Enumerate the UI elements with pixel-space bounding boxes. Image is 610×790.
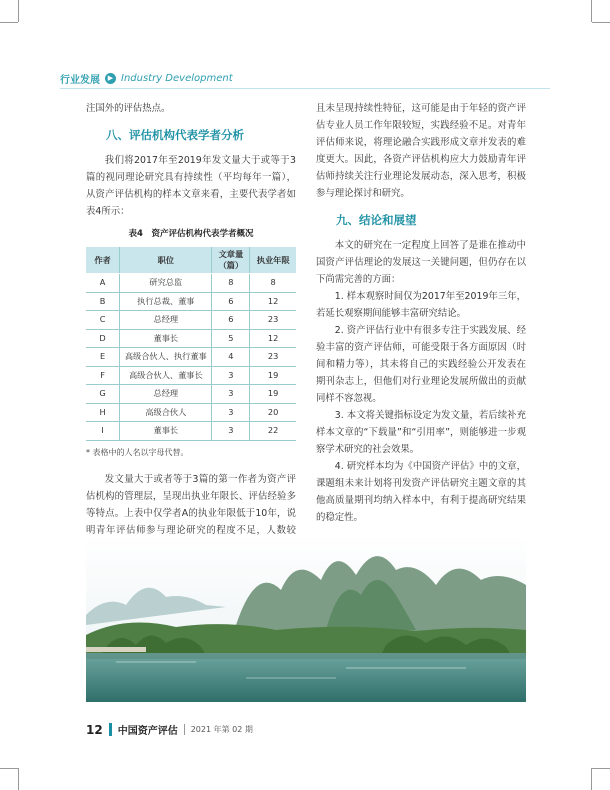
table-cell: 执行总裁、董事 (120, 292, 212, 311)
section-header (60, 71, 233, 86)
section-heading-8: 八、评估机构代表学者分析 (106, 128, 244, 142)
table-cell: 12 (250, 292, 296, 311)
table-cell: 总经理 (120, 311, 212, 330)
table-row (86, 329, 296, 348)
karst-river-illustration (86, 535, 526, 702)
arrow-right-icon: ▶ (105, 73, 116, 84)
crop-mark (591, 0, 592, 22)
table-cell: C (86, 311, 120, 330)
table-cell: 12 (250, 329, 296, 348)
crop-mark (0, 768, 18, 769)
table-cell: 3 (212, 403, 250, 422)
crop-mark (591, 768, 592, 790)
landscape-photo (86, 535, 526, 702)
table-cell: 6 (212, 292, 250, 311)
table-cell: 3 (212, 366, 250, 385)
table-cell: 3 (212, 422, 250, 441)
crop-mark (0, 22, 18, 23)
table-row (86, 311, 296, 330)
page-footer (86, 722, 253, 737)
table-row (86, 403, 296, 422)
list-item: 2. 资产评估行业中有很多专注于实践发展、经验丰富的资产评估师，可能受限于各方面原因（时间和精力等），其未将自己的实践经验公开发表在期刊杂志上，但他们对行业理论发展所做出的贡献同样不容忽视。 (316, 325, 526, 404)
list-item: 3. 本文将关键指标设定为发文量，若后续补充样本文章的“下载量”和“引用率”，则能够进一步观察学术研究的社会效果。 (316, 410, 526, 455)
body-paragraph: 本文的研究在一定程度上回答了是谁在推动中国资产评估理论的发展这一关键问题，但仍存在以下尚需完善的方面： (316, 240, 526, 285)
magazine-name: 中国资产评估 (117, 726, 178, 737)
table-cell: 高级合伙人 (120, 403, 212, 422)
body-paragraph: 发文量大于或者等于3篇的第一作者为资产评估机构的管理层，呈现出执业年限长、评估经验多等特点。上表中仅学者A的执业年限低于10年，说明青年评估师参与理论研究的程度不足，人数较 (86, 473, 296, 536)
table-cell: 董事长 (120, 422, 212, 441)
table-cell: B (86, 292, 120, 311)
table-cell: 高级合伙人、执行董事 (120, 348, 212, 367)
table-cell: 19 (250, 385, 296, 404)
table-cell: 6 (212, 311, 250, 330)
table-row (86, 274, 296, 293)
table-caption: 表4 资产评估机构代表学者概况 (128, 229, 254, 239)
crop-mark (592, 768, 610, 769)
table-cell: D (86, 329, 120, 348)
table-cell: 8 (250, 274, 296, 293)
table-row (86, 348, 296, 367)
table-header: 职位 (120, 247, 212, 274)
left-column (86, 100, 296, 556)
crop-mark (592, 22, 610, 23)
footer-accent-bar (109, 723, 112, 736)
table-cell: 20 (250, 403, 296, 422)
right-column (316, 100, 526, 570)
section-title-cn: 行业发展 (60, 75, 100, 86)
table-header: 文章量（篇） (212, 247, 250, 274)
table-cell: 董事长 (120, 329, 212, 348)
table-cell: H (86, 403, 120, 422)
table-cell: E (86, 348, 120, 367)
body-paragraph: 且未呈现持续性特征，这可能是由于年轻的资产评估专业人员工作年限较短，实践经验不足。对青年评估师来说，将理论融合实践形成文章并发表的难度更大。因此，各资产评估机构应大力鼓励青年评估师持续关注行业理论发展动态，深入思考，积极参与理论探讨和研究。 (316, 103, 526, 199)
page-number: 12 (86, 722, 103, 737)
table-cell: 22 (250, 422, 296, 441)
list-item: 4. 研究样本均为《中国资产评估》中的文章，课题组未来计划将刊发资产评估研究主题文章的其他高质量期刊均纳入样本中，有利于提高研究结果的稳定性。 (316, 461, 526, 523)
crop-mark (18, 768, 19, 790)
table-header: 作者 (86, 247, 120, 274)
table-row (86, 385, 296, 404)
table-cell: 总经理 (120, 385, 212, 404)
section-title-en: Industry Development (121, 73, 233, 84)
header-divider (60, 88, 550, 89)
table-cell: 3 (212, 385, 250, 404)
body-paragraph: 我们将2017年至2019年发文量大于或等于3篇的视同理论研究具有持续性（平均每年一篇），从资产评估机构的样本文章来看，主要代表学者如表4所示： (86, 155, 296, 217)
list-item: 1. 样本观察时间仅为2017年至2019年三年，若延长观察期间能够丰富研究结论。 (316, 291, 526, 319)
representative-scholars-table (86, 247, 296, 441)
table-cell: 4 (212, 348, 250, 367)
crop-mark (18, 0, 19, 22)
table-cell: A (86, 274, 120, 293)
table-cell: 23 (250, 311, 296, 330)
section-heading-9: 九、结论和展望 (336, 213, 417, 227)
issue-label: 2021 年第 02 期 (184, 724, 253, 735)
table-cell: 19 (250, 366, 296, 385)
table-cell: 23 (250, 348, 296, 367)
table-cell: 5 (212, 329, 250, 348)
table-note: * 表格中的人名以字母代替。 (86, 447, 189, 457)
table-header: 执业年限 (250, 247, 296, 274)
table-row (86, 292, 296, 311)
body-paragraph: 注国外的评估热点。 (86, 103, 171, 114)
table-cell: I (86, 422, 120, 441)
table-cell: 8 (212, 274, 250, 293)
table-row (86, 422, 296, 441)
table-cell: 高级合伙人、董事长 (120, 366, 212, 385)
table-cell: 研究总监 (120, 274, 212, 293)
table-row (86, 366, 296, 385)
table-header-row (86, 247, 296, 274)
table-cell: G (86, 385, 120, 404)
table-cell: F (86, 366, 120, 385)
